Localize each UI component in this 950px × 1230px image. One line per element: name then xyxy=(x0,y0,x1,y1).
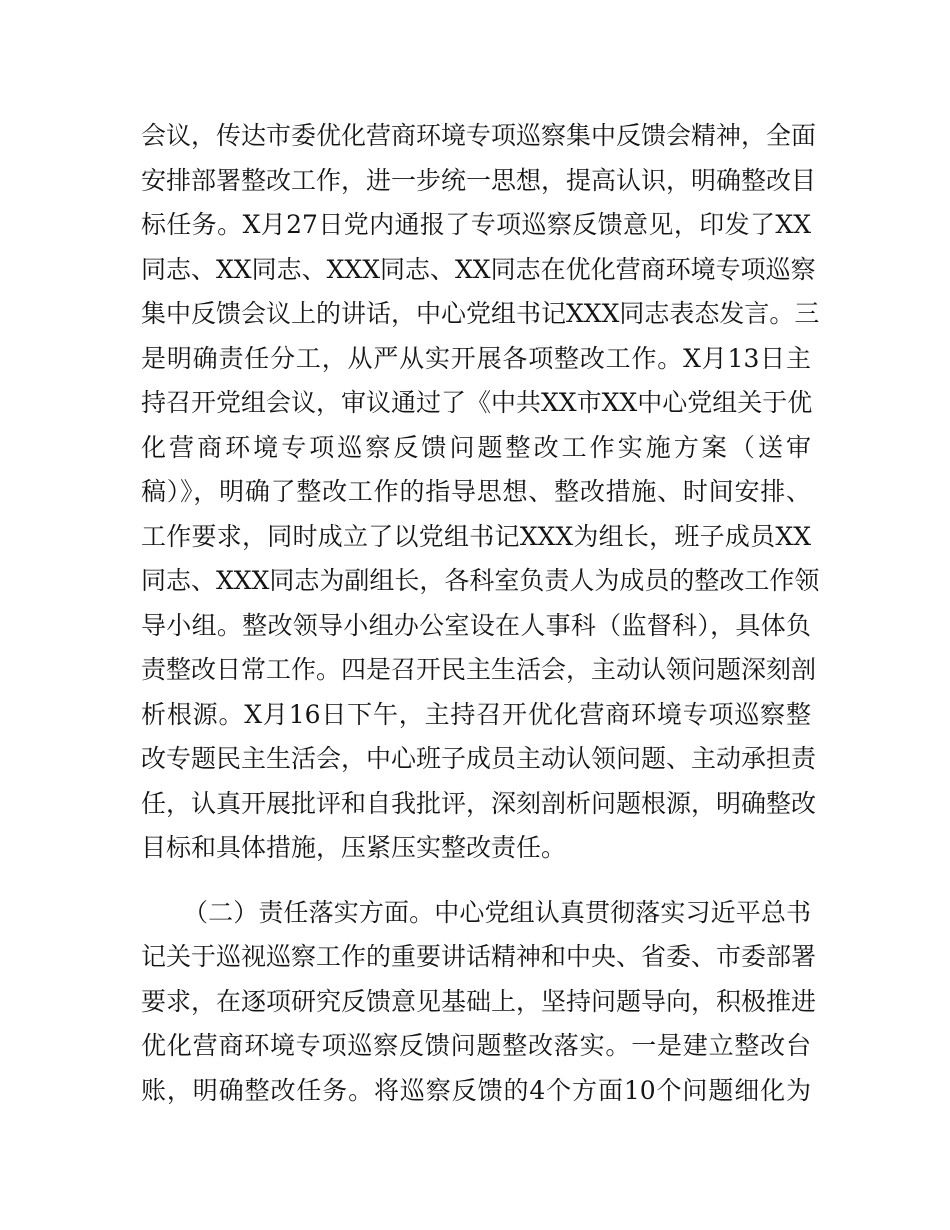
text-line: 同志、XX同志、XXX同志、XX同志在优化营商环境专项巡察 xyxy=(141,254,816,284)
text-line: 持召开党组会议，审议通过了《中共XX市XX中心党组关于优 xyxy=(141,388,813,417)
text-line: 工作要求，同时成立了以党组书记XXX为组长，班子成员XX xyxy=(141,521,811,551)
text-line: 安排部署整改工作，进一步统一思想，提高认识，明确整改目 xyxy=(141,165,817,195)
text-line: 稿）》，明确了整改工作的指导思想、整改措施、时间安排、 xyxy=(141,477,811,506)
text-line: （二）责任落实方面。中心党组认真贯彻落实习近平总书 xyxy=(183,897,811,927)
text-line: 是明确责任分工，从严从实开展各项整改工作。X月13日主 xyxy=(141,343,811,373)
text-line: 标任务。X月27日党内通报了专项巡察反馈意见，印发了XX xyxy=(141,210,811,239)
paragraph-2 xyxy=(141,891,817,1114)
text-line: 记关于巡视巡察工作的重要讲话精神和中央、省委、市委部署 xyxy=(141,942,817,971)
text-line: 要求，在逐项研究反馈意见基础上，坚持问题导向，积极推进 xyxy=(141,986,817,1016)
paragraph-gap xyxy=(141,871,811,891)
text-line: 账，明确整改任务。将巡察反馈的4个方面10个问题细化为 xyxy=(141,1075,811,1105)
text-line: 会议，传达市委优化营商环境专项巡察集中反馈会精神，全面 xyxy=(141,121,817,150)
text-line: 集中反馈会议上的讲话，中心党组书记XXX同志表态发言。三 xyxy=(141,299,820,328)
text-line: 优化营商环境专项巡察反馈问题整改落实。一是建立整改台 xyxy=(141,1031,811,1060)
text-line: 目标和具体措施，压紧压实整改责任。 xyxy=(141,833,567,862)
paragraph-1 xyxy=(141,114,820,871)
text-line: 责整改日常工作。四是召开民主生活会，主动认领问题深刻剖 xyxy=(141,655,817,684)
text-line: 析根源。X月16日下午，主持召开优化营商环境专项巡察整 xyxy=(141,699,811,729)
text-line: 导小组。整改领导小组办公室设在人事科（监督科），具体负 xyxy=(141,610,811,640)
text-line: 改专题民主生活会，中心班子成员主动认领问题、主动承担责 xyxy=(141,744,817,773)
text-line: 化营商环境专项巡察反馈问题整改工作实施方案（送审 xyxy=(141,432,811,462)
text-line: 同志、XXX同志为副组长，各科室负责人为成员的整改工作领 xyxy=(141,566,820,595)
text-line: 任，认真开展批评和自我批评，深刻剖析问题根源，明确整改 xyxy=(141,788,817,818)
document-body xyxy=(141,114,820,1113)
